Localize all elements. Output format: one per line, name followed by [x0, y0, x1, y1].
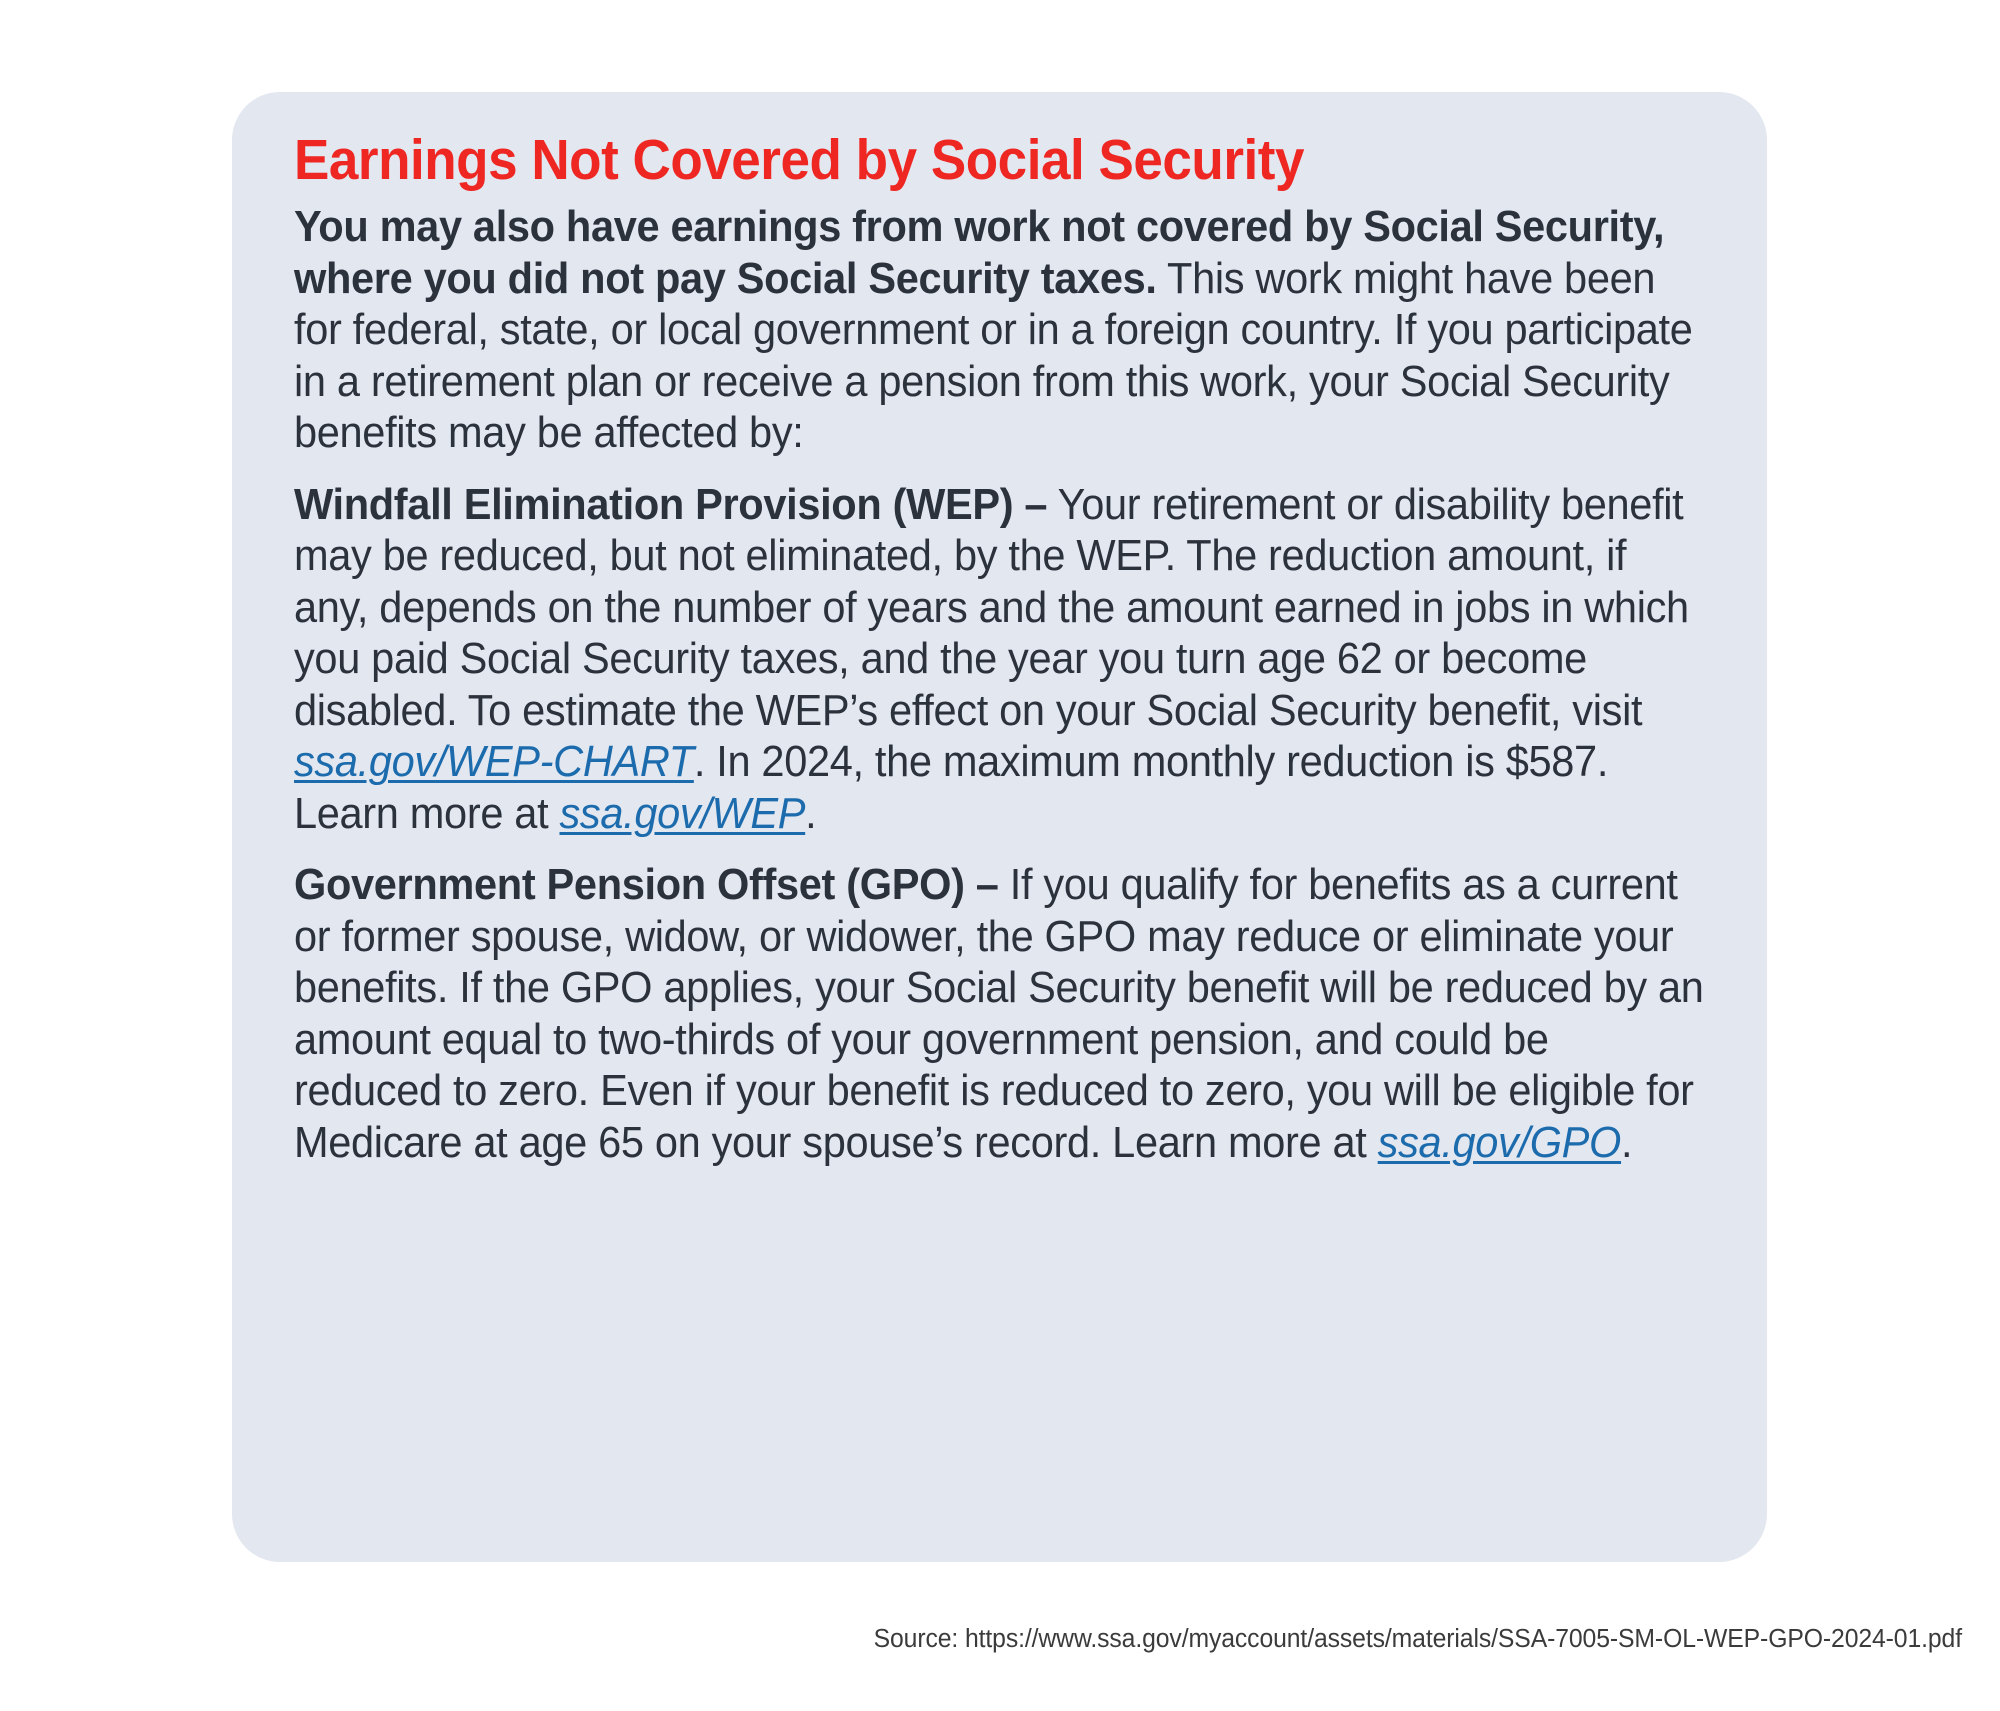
gpo-heading: Government Pension Offset (GPO) –: [294, 861, 999, 910]
wep-body-part2: . In 2024, the maximum monthly reduction is $587. Learn more at: [294, 738, 1609, 838]
page-title: Earnings Not Covered by Social Security: [294, 128, 1304, 192]
intro-paragraph: [294, 202, 1705, 460]
gpo-body-part1: If you qualify for benefits as a current or former spouse, widow, or widower, the GPO may reduce or eliminate your benefits. If the GPO applies, your Social Security benefit will be reduced by an amount equal to two-thirds of your government pension, and could be reduced to zero. Even if your benefit is reduced to zero, you will be eligible for Medicare at age 65 on your spouse’s record. Learn more at: [294, 861, 1704, 1167]
gpo-paragraph: [294, 860, 1705, 1169]
earnings-not-covered-card: [232, 92, 1767, 1562]
intro-rest-text: This work might have been for federal, state, or local government or in a foreign country. If you participate in a retirement plan or receive a pension from this work, your Social Security benefits may be affected by:: [294, 254, 1693, 458]
link-ssa-wep-chart[interactable]: ssa.gov/WEP-CHART: [294, 738, 694, 787]
intro-lead-bold: You may also have earnings from work not covered by Social Security, where you did not pay Social Security taxes.: [294, 203, 1665, 303]
wep-paragraph: [294, 480, 1705, 841]
link-ssa-gpo[interactable]: ssa.gov/GPO: [1377, 1118, 1622, 1167]
wep-body-part1: Your retirement or disability benefit may be reduced, but not eliminated, by the WEP. The reduction amount, if any, depends on the number of years and the amount earned in jobs in which you paid Social Security taxes, and the year you turn age 62 or become disabled. To estimate the WEP’s effect on your Social Security benefit, visit: [294, 480, 1689, 735]
source-caption: Source: https://www.ssa.gov/myaccount/assets/materials/SSA-7005-SM-OL-WEP-GPO-2024-01.pdf: [873, 1625, 1963, 1653]
wep-body-part3: .: [805, 789, 817, 838]
wep-heading: Windfall Elimination Provision (WEP) –: [294, 480, 1048, 529]
link-ssa-wep[interactable]: ssa.gov/WEP: [559, 789, 806, 838]
gpo-body-part2: .: [1621, 1118, 1633, 1167]
